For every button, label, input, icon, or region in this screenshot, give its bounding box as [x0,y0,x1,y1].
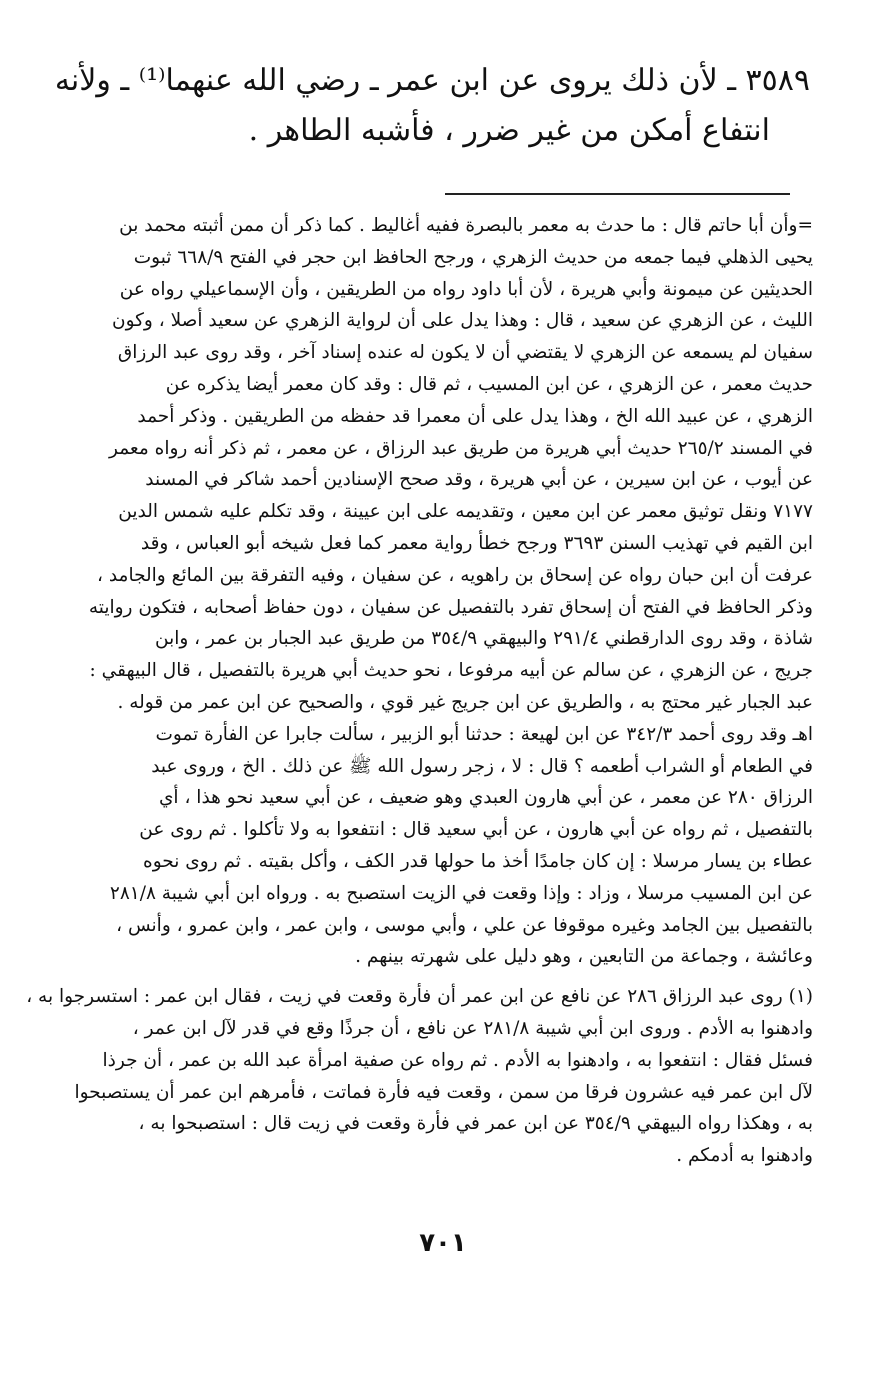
footnote-line: الليث ، عن الزهري عن سعيد ، قال : وهذا يدل على أن لرواية الزهري عن سعيد أصلا ، وكون [111,310,813,332]
main-text-block [54,56,810,156]
footnote-line: في المسند ٢٦٥/٢ حديث أبي هريرة من طريق عبد الرزاق ، عن معمر ، ثم ذكر أنه رواه معمر [109,437,813,459]
footnote-line: يحيى الذهلي فيما جمعه من حديث الزهري ، ورجح الحافظ ابن حجر في الفتح ٦٦٨/٩ ثبوت [133,246,813,268]
footnote-line: ٧١٧٧ ونقل توثيق معمر عن ابن معين ، وتقديمه على ابن عيينة ، وقد تكلم عليه شمس الدين [118,501,813,523]
footnotes-block [26,210,813,1172]
page-number: ٧٠١ [419,1228,467,1258]
footnote-line: بالتفصيل بين الجامد وغيره موقوفا عن علي ، وأبي موسى ، وابن عمر ، وابن عمرو ، وأنس ، [116,914,813,936]
footnote-line: بالتفصيل ، ثم رواه عن أبي هارون ، عن أبي سعيد قال : انتفعوا به ولا تأكلوا . ثم روى عن [139,819,813,841]
main-text-line: انتفاع أمكن من غير ضرر ، فأشبه الطاهر . [248,113,770,148]
footnote-line: وادهنوا به أدمكم . [676,1145,813,1167]
footnote-gap [68,973,813,981]
main-text-line: ٣٥٨٩ ـ لأن ذلك يروى عن ابن عمر ـ رضي الله عنهما⁽¹⁾ ـ ولأنه [54,63,810,98]
footnote-line: به ، وهكذا رواه البيهقي ٣٥٤/٩ عن ابن عمر في فأرة وقعت في زيت قال : استصبحوا به ، [138,1113,813,1135]
footnote-line: ابن القيم في تهذيب السنن ٣٦٩٣ ورجح خطأ رواية معمر كما فعل شيخه أبو العباس ، وقد [140,532,813,554]
footnote-line: عطاء بن يسار مرسلا : إن كان جامدًا أخذ ما حولها قدر الكف ، وأكل بقيته . ثم روى نحوه [143,850,813,872]
footnote-line: وذكر الحافظ في الفتح أن إسحاق تفرد بالتفصيل عن سفيان ، دون حفاظ أصحابه ، فتكون روايته [88,596,813,618]
footnote-line: عبد الجبار غير محتج به ، والطريق عن ابن جريج غير قوي ، والصحيح عن ابن عمر من قوله . [117,691,813,713]
footnote-line: عن أيوب ، عن ابن سيرين ، عن أبي هريرة ، وقد صحح الإسنادين أحمد شاكر في المسند [145,469,813,491]
footnote-continuation [68,210,813,973]
footnote-line: عن ابن المسيب مرسلا ، وزاد : وإذا وقعت في الزيت استصبح به . ورواه ابن أبي شيبة ٢٨١/٨ [109,882,813,904]
footnote-line: في الطعام أو الشراب أطعمه ؟ قال : لا ، زجر رسول الله ﷺ عن ذلك . الخ ، وروى عبد [151,755,813,777]
footnote-line: وادهنوا به الأدم . وروى ابن أبي شيبة ٢٨١/٨ عن نافع ، أن جرذًا وقع في قدر لآل ابن عمر ، [132,1017,813,1039]
footnote-line: (١) روى عبد الرزاق ٢٨٦ عن نافع عن ابن عمر أن فأرة وقعت في زيت ، فقال ابن عمر : استسرجوا به ، [26,986,813,1008]
footnote-line: جريج ، عن الزهري ، عن سالم عن أبيه مرفوعا ، نحو حديث أبي هريرة بالتفصيل ، قال البيهقي : [89,660,813,682]
footnote-line: حديث معمر ، عن الزهري ، عن ابن المسيب ، ثم قال : وقد كان معمر أيضا يذكره عن [165,373,813,395]
footnote-line: لآل ابن عمر فيه عشرون فرقا من سمن ، وقعت فيه فأرة فماتت ، فأمرهم ابن عمر أن يستصبحوا [74,1081,813,1103]
footnote-line: الزهري ، عن عبيد الله الخ ، وهذا يدل على أن معمرا قد حفظه من الطريقين . وذكر أحمد [137,405,813,427]
footnote-line: عرفت أن ابن حبان رواه عن إسحاق بن راهويه ، عن سفيان ، وفيه التفرقة بين المائع والجامد ، [96,564,813,586]
footnote-line: الرزاق ٢٨٠ عن معمر ، عن أبي هارون العبدي وهو ضعيف ، عن أبي سعيد نحو هذا ، أي [158,787,813,809]
footnote-line: =وأن أبا حاتم قال : ما حدث به معمر بالبصرة ففيه أغاليط . كما ذكر أن ممن أثبته محمد بن [119,215,813,236]
footnote-1 [26,981,813,1172]
footnote-line: وعائشة ، وجماعة من التابعين ، وهو دليل على شهرته بينهم . [355,946,813,968]
footnote-line: فسئل فقال : انتفعوا به ، وادهنوا به الأدم . ثم رواه عن صفية امرأة عبد الله بن عمر ، أن جرذا [102,1049,813,1071]
footnote-line: شاذة ، وقد روى الدارقطني ٢٩١/٤ والبيهقي ٣٥٤/٩ من طريق عبد الجبار بن عمر ، وابن [155,628,813,650]
footnote-line: اهـ وقد روى أحمد ٣٤٢/٣ عن ابن لهيعة : حدثنا أبو الزبير ، سألت جابرا عن الفأرة تموت [155,723,813,745]
footnote-line: الحديثين عن ميمونة وأبي هريرة ، لأن أبا داود رواه من الطريقين ، وأن الإسماعيلي رواه عن [119,278,813,300]
footnote-divider [445,193,790,195]
footnote-line: سفيان لم يسمعه عن الزهري لا يقتضي أن لا يكون له عنده إسناد آخر ، وقد روى عبد الرزاق [117,342,813,364]
